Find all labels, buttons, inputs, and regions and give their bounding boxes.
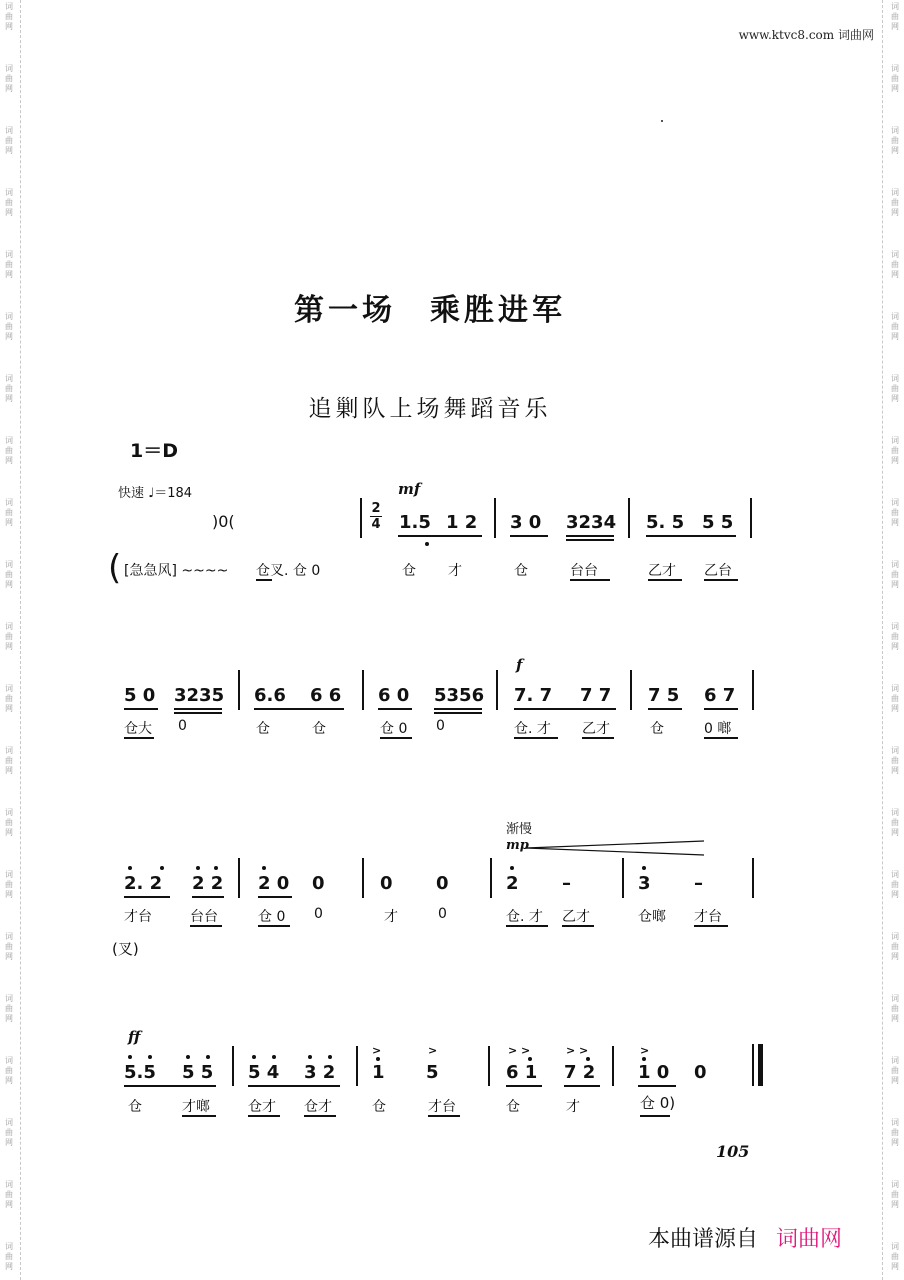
perc-underline <box>514 737 558 739</box>
time-signature <box>370 502 382 531</box>
note-group: 0 <box>380 873 393 894</box>
decrescendo-hairpin <box>524 838 708 858</box>
note-group: 2 0 <box>258 873 290 894</box>
note-group: 3234 <box>566 512 617 533</box>
beam-underline <box>566 539 614 541</box>
note-group: 5356 <box>434 685 485 706</box>
perc-syllable: 0 <box>314 906 323 922</box>
barline <box>490 858 492 898</box>
perc-syllable: 乙才 <box>562 909 590 925</box>
note-group: 0 <box>436 873 449 894</box>
perc-syllable: 乙台 <box>704 563 732 579</box>
watermark-mark: 词 曲 网 <box>5 312 13 341</box>
watermark-mark: 词 曲 网 <box>5 188 13 217</box>
beam-underline <box>506 1085 542 1087</box>
dynamic-ff: ff <box>128 1028 141 1046</box>
watermark-mark: 词 曲 网 <box>891 746 899 775</box>
watermark-mark: 词 曲 网 <box>891 188 899 217</box>
perc-syllable: 仓 <box>128 1099 142 1115</box>
accent-mark: > > <box>566 1044 589 1057</box>
watermark-mark: 词 曲 网 <box>891 1180 899 1209</box>
perc-underline <box>256 579 272 581</box>
perc-syllable: 仓才 <box>248 1099 276 1115</box>
high-octave-dot <box>376 1057 380 1061</box>
perc-syllable: 乙才 <box>648 563 676 579</box>
left-dashed-guide <box>20 0 21 1280</box>
perc-syllable: 仓 <box>312 721 326 737</box>
high-octave-dot <box>206 1055 210 1059</box>
perc-syllable: 才啷 <box>182 1099 210 1115</box>
perc-syllable: 仓大 <box>124 721 152 737</box>
perc-syllable: 仓. 才 <box>506 909 543 925</box>
note-group: 1.5 <box>399 512 431 533</box>
perc-syllable: 0 <box>178 718 187 734</box>
high-octave-dot <box>586 1057 590 1061</box>
high-octave-dot <box>214 866 218 870</box>
note-group: 2 2 <box>192 873 224 894</box>
watermark-mark: 词 曲 网 <box>891 1242 899 1271</box>
open-parenthesis: ( <box>108 548 122 588</box>
high-octave-dot <box>262 866 266 870</box>
footer-brand-link[interactable]: 词曲网 <box>776 1227 843 1252</box>
watermark-mark: 词 曲 网 <box>5 126 13 155</box>
perc-syllable: 仓 <box>514 563 528 579</box>
watermark-mark: 词 曲 网 <box>891 2 899 31</box>
watermark-mark: 词 曲 网 <box>5 1056 13 1085</box>
note-group: 6 1 <box>506 1062 538 1083</box>
perc-syllable: 0 啷 <box>704 721 732 737</box>
barline <box>750 498 752 538</box>
barline <box>622 858 624 898</box>
watermark-mark: 词 曲 网 <box>5 684 13 713</box>
watermark-mark: 词 曲 网 <box>891 622 899 651</box>
watermark-mark: 词 曲 网 <box>5 622 13 651</box>
perc-underline <box>182 1115 216 1117</box>
beam-underline <box>638 1085 676 1087</box>
barline <box>360 498 362 538</box>
scan-speck <box>661 120 663 122</box>
beam-underline <box>258 896 292 898</box>
perc-underline <box>428 1115 460 1117</box>
high-octave-dot <box>642 866 646 870</box>
perc-syllable: 才 <box>448 563 462 579</box>
site-url[interactable]: www.ktvc8.com <box>738 28 835 42</box>
perc-syllable: 仓 <box>402 563 416 579</box>
barline <box>488 1046 490 1086</box>
note-group: 6 0 <box>378 685 410 706</box>
perc-underline <box>380 737 412 739</box>
beam-underline <box>646 535 736 537</box>
beam-underline <box>174 708 222 710</box>
note-group: – <box>562 873 571 894</box>
note-group: 2. 2 <box>124 873 163 894</box>
note-group: 6 6 <box>310 685 342 706</box>
beam-underline <box>398 535 482 537</box>
perc-underline <box>258 925 290 927</box>
high-octave-dot <box>252 1055 256 1059</box>
watermark-mark: 词 曲 网 <box>891 994 899 1023</box>
watermark-mark: 词 曲 网 <box>5 746 13 775</box>
final-barline-thick <box>758 1044 763 1086</box>
note-group: 3 <box>638 873 651 894</box>
beam-underline <box>174 712 222 714</box>
beam-underline <box>124 1085 216 1087</box>
high-octave-dot <box>510 866 514 870</box>
note-group: 0 <box>694 1062 707 1083</box>
note-group: – <box>694 873 703 894</box>
perc-syllable: 仓才 <box>304 1099 332 1115</box>
dynamic-f: f <box>516 656 523 674</box>
beam-underline <box>566 535 614 537</box>
beam-underline <box>378 708 412 710</box>
barline <box>362 858 364 898</box>
beam-underline <box>564 1085 600 1087</box>
note-group: 3235 <box>174 685 225 706</box>
barline <box>628 498 630 538</box>
perc-underline <box>124 737 154 739</box>
note-group: 7 7 <box>580 685 612 706</box>
accent-mark: > <box>372 1044 382 1057</box>
perc-underline <box>506 925 548 927</box>
barline <box>630 670 632 710</box>
note-group: 3 0 <box>510 512 542 533</box>
footer-source-text: 本曲谱源自 <box>648 1227 759 1252</box>
watermark-mark: 词 曲 网 <box>891 932 899 961</box>
high-octave-dot <box>186 1055 190 1059</box>
perc-syllable: 仓啷 <box>638 909 666 925</box>
note-group: 6 7 <box>704 685 736 706</box>
perc-syllable: 仓. 才 <box>514 721 551 737</box>
perc-syllable: 仓 <box>506 1099 520 1115</box>
note-group: 2 <box>506 873 519 894</box>
watermark-mark: 词 曲 网 <box>891 870 899 899</box>
site-name: 词曲网 <box>837 28 874 42</box>
beam-underline <box>434 708 482 710</box>
piece-subtitle: 追剿队上场舞蹈音乐 <box>308 396 552 422</box>
watermark-mark: 词 曲 网 <box>891 126 899 155</box>
note-group: 7 5 <box>648 685 680 706</box>
page-number: 105 <box>716 1142 750 1161</box>
note-group: 5 4 <box>248 1062 280 1083</box>
beam-underline <box>704 708 738 710</box>
perc-underline <box>562 925 594 927</box>
watermark-mark: 词 曲 网 <box>5 560 13 589</box>
perc-syllable: 台台 <box>190 909 218 925</box>
watermark-mark: 词 曲 网 <box>891 1056 899 1085</box>
note-group: 1 <box>372 1062 385 1083</box>
beam-underline <box>192 896 224 898</box>
note-group: 5 <box>426 1062 439 1083</box>
note-group: 5 5 <box>182 1062 214 1083</box>
barline <box>752 858 754 898</box>
watermark-mark: 词 曲 网 <box>5 374 13 403</box>
perc-syllable: 仓 0) <box>640 1094 676 1112</box>
perc-syllable: 仓叉. 仓 0 <box>256 563 321 579</box>
key-signature: 1＝D <box>130 440 178 462</box>
perc-syllable: 才 <box>566 1099 580 1115</box>
watermark-mark: 词 曲 网 <box>5 64 13 93</box>
site-header <box>739 26 874 43</box>
high-octave-dot <box>272 1055 276 1059</box>
ritardando-marking: 渐慢 <box>506 822 533 837</box>
dynamic-mp: mp <box>506 838 529 853</box>
high-octave-dot <box>160 866 164 870</box>
high-octave-dot <box>128 866 132 870</box>
barline <box>238 858 240 898</box>
percussion-lead: [急急风] ~~~~ <box>124 563 229 579</box>
perc-syllable: 0 <box>436 718 445 734</box>
final-barline-thin <box>752 1044 754 1086</box>
perc-underline <box>570 579 610 581</box>
high-octave-dot <box>128 1055 132 1059</box>
high-octave-dot <box>148 1055 152 1059</box>
perc-underline <box>704 737 738 739</box>
watermark-mark: 词 曲 网 <box>5 870 13 899</box>
scene-title: 第一场 乘胜进军 <box>294 293 566 328</box>
beam-underline <box>124 708 158 710</box>
barline <box>496 670 498 710</box>
barline <box>494 498 496 538</box>
watermark-mark: 词 曲 网 <box>891 808 899 837</box>
note-group: 3 2 <box>304 1062 336 1083</box>
perc-underline <box>248 1115 280 1117</box>
beam-underline <box>248 1085 340 1087</box>
watermark-mark: 词 曲 网 <box>891 436 899 465</box>
accent-mark: > > <box>508 1044 531 1057</box>
watermark-mark: 词 曲 网 <box>5 436 13 465</box>
note-group: 7 2 <box>564 1062 596 1083</box>
perc-syllable: 台台 <box>570 563 598 579</box>
perc-syllable: 才台 <box>124 909 152 925</box>
time-sig-bottom: 4 <box>371 517 381 532</box>
beam-underline <box>124 896 170 898</box>
barline <box>362 670 364 710</box>
watermark-mark: 词 曲 网 <box>891 374 899 403</box>
high-octave-dot <box>528 1057 532 1061</box>
note-group: 1 2 <box>446 512 478 533</box>
dynamic-mf: mf <box>398 480 421 498</box>
perc-underline <box>694 925 728 927</box>
high-octave-dot <box>328 1055 332 1059</box>
perc-underline <box>304 1115 336 1117</box>
perc-syllable: 才台 <box>428 1099 456 1115</box>
tempo-marking: 快速 ♩＝184 <box>118 486 193 501</box>
note-group: 5 0 <box>124 685 156 706</box>
watermark-mark: 词 曲 网 <box>5 498 13 527</box>
note-group: 0 <box>312 873 325 894</box>
watermark-mark: 词 曲 网 <box>5 808 13 837</box>
perc-syllable: 仓 <box>372 1099 386 1115</box>
perc-syllable: 才台 <box>694 909 722 925</box>
perc-syllable: 仓 0 <box>258 909 286 925</box>
note-group: 6.6 <box>254 685 286 706</box>
perc-underline <box>582 737 614 739</box>
right-watermark-strip <box>888 0 902 1280</box>
note-group: 7. 7 <box>514 685 553 706</box>
watermark-mark: 词 曲 网 <box>5 1118 13 1147</box>
perc-alt-syllable: (叉) <box>112 940 139 958</box>
perc-underline <box>640 1115 670 1117</box>
watermark-mark: 词 曲 网 <box>891 560 899 589</box>
beam-underline <box>254 708 344 710</box>
perc-syllable: 乙才 <box>582 721 610 737</box>
time-sig-top: 2 <box>371 501 381 516</box>
note-group: 5.5 <box>124 1062 156 1083</box>
beam-underline <box>514 708 616 710</box>
barline <box>356 1046 358 1086</box>
watermark-mark: 词 曲 网 <box>5 1180 13 1209</box>
note-group: 5. 5 <box>646 512 685 533</box>
beam-underline <box>510 535 548 537</box>
watermark-mark: 词 曲 网 <box>891 1118 899 1147</box>
perc-syllable: 仓 0 <box>380 721 408 737</box>
watermark-mark: 词 曲 网 <box>891 684 899 713</box>
watermark-mark: 词 曲 网 <box>891 64 899 93</box>
beam-underline <box>648 708 682 710</box>
high-octave-dot <box>642 1057 646 1061</box>
watermark-mark: 词 曲 网 <box>891 498 899 527</box>
watermark-mark: 词 曲 网 <box>5 2 13 31</box>
perc-syllable: 仓 <box>256 721 270 737</box>
right-dashed-guide <box>882 0 883 1280</box>
watermark-mark: 词 曲 网 <box>891 250 899 279</box>
watermark-mark: 词 曲 网 <box>891 312 899 341</box>
source-footer <box>648 1222 842 1253</box>
paren-rest: )0( <box>212 512 235 531</box>
high-octave-dot <box>308 1055 312 1059</box>
perc-syllable: 才 <box>384 909 398 925</box>
perc-underline <box>704 579 738 581</box>
perc-underline <box>190 925 222 927</box>
left-watermark-strip <box>2 0 16 1280</box>
watermark-mark: 词 曲 网 <box>5 250 13 279</box>
perc-syllable: 仓 <box>650 721 664 737</box>
barline <box>752 670 754 710</box>
watermark-mark: 词 曲 网 <box>5 932 13 961</box>
barline <box>232 1046 234 1086</box>
barline <box>612 1046 614 1086</box>
accent-mark: > <box>640 1044 650 1057</box>
low-octave-dot <box>425 542 429 546</box>
watermark-mark: 词 曲 网 <box>5 994 13 1023</box>
watermark-mark: 词 曲 网 <box>5 1242 13 1271</box>
high-octave-dot <box>196 866 200 870</box>
barline <box>238 670 240 710</box>
accent-mark: > <box>428 1044 438 1057</box>
note-group: 5 5 <box>702 512 734 533</box>
perc-underline <box>648 579 682 581</box>
beam-underline <box>434 712 482 714</box>
perc-syllable: 0 <box>438 906 447 922</box>
note-group: 1 0 <box>638 1062 670 1083</box>
